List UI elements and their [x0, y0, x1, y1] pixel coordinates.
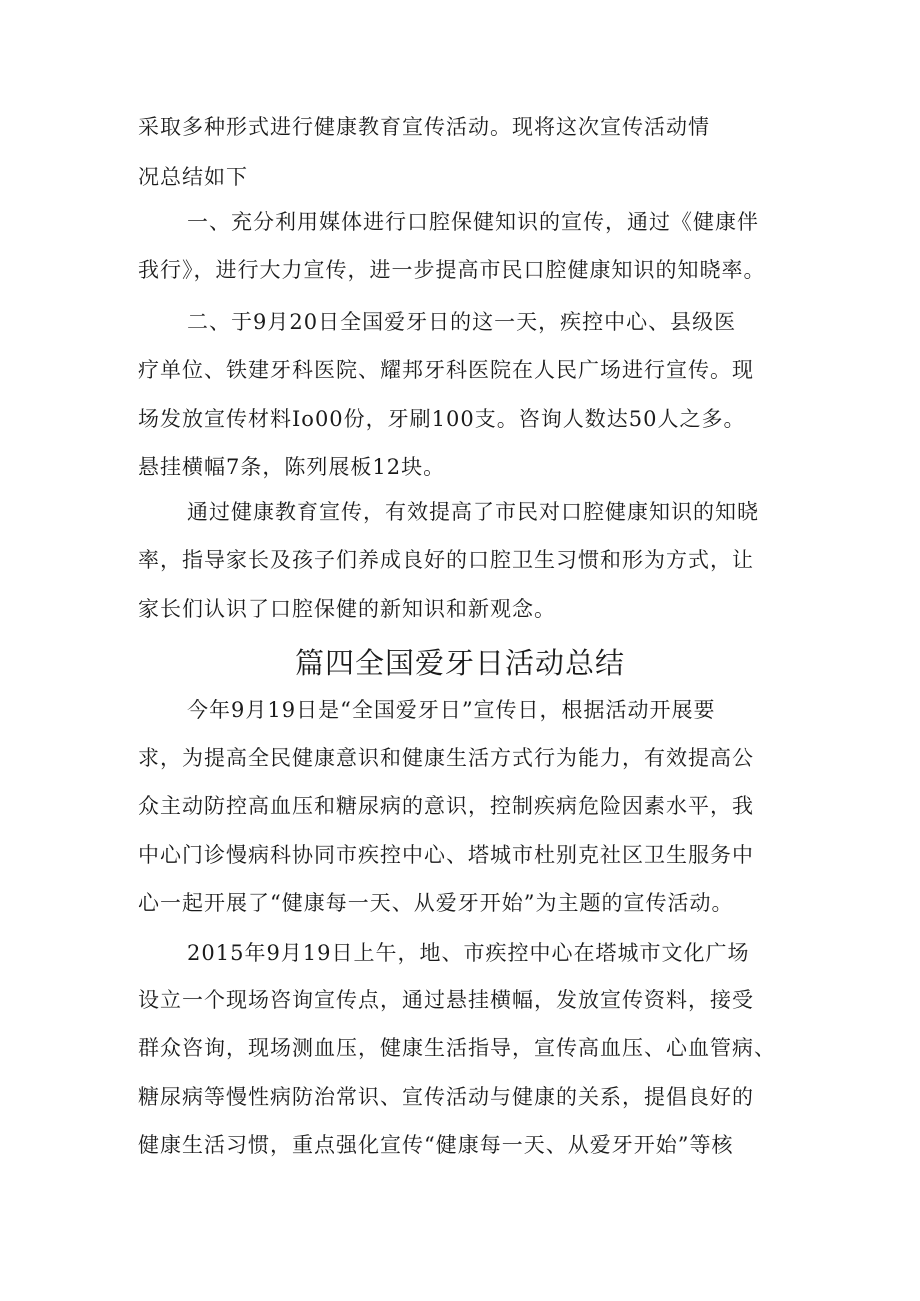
paragraph-first-line: 今年9月19日是“全国爱牙日”宣传日，根据活动开展要 [187, 698, 716, 722]
text-line: 场发放宣传材料Io00份，牙刷100支。咨询人数达50人之多。 [138, 407, 746, 431]
paragraph-first-line: 二、于9月20日全国爱牙日的这一天，疾控中心、县级医 [187, 310, 737, 334]
text-line: 设立一个现场咨询宣传点，通过悬挂横幅，发放宣传资料，接受 [138, 988, 754, 1012]
text-line: 健康生活习惯，重点强化宣传“健康每一天、从爱牙开始”等核 [138, 1133, 734, 1157]
text-line: 况总结如下 [138, 165, 248, 189]
text-line: 心一起开展了“健康每一天、从爱牙开始”为主题的宣传活动。 [138, 891, 734, 915]
text-line: 率，指导家长及孩子们养成良好的口腔卫生习惯和形为方式，让 [138, 548, 754, 572]
paragraph-first-line: 2015年9月19日上午，地、市疾控中心在塔城市文化广场 [187, 941, 750, 965]
text-line: 求，为提高全民健康意识和健康生活方式行为能力，有效提高公 [138, 746, 754, 770]
text-line: 众主动防控高血压和糖尿病的意识，控制疾病危险因素水平，我 [138, 794, 754, 818]
text-line: 我行》，进行大力宣传，进一步提高市民口腔健康知识的知晓率。 [138, 258, 766, 282]
text-line: 家长们认识了口腔保健的新知识和新观念。 [138, 597, 556, 621]
text-line: 群众咨询，现场测血压，健康生活指导，宣传高血压、心血管病、 [138, 1036, 776, 1060]
text-line: 疗单位、铁建牙科医院、耀邦牙科医院在人民广场进行宣传。现 [138, 358, 754, 382]
text-line: 糖尿病等慢性病防治常识、宣传活动与健康的关系，提倡良好的 [138, 1085, 754, 1109]
text-line: 悬挂横幅7条，陈列展板12块。 [138, 455, 446, 479]
paragraph-first-line: 通过健康教育宣传，有效提高了市民对口腔健康知识的知晓 [187, 500, 759, 524]
section-title: 篇四全国爱牙日活动总结 [294, 646, 625, 680]
paragraph-first-line: 一、充分利用媒体进行口腔保健知识的宣传，通过《健康伴 [187, 210, 759, 234]
text-line: 中心门诊慢病科协同市疾控中心、塔城市杜别克社区卫生服务中 [138, 843, 754, 867]
text-line: 采取多种形式进行健康教育宣传活动。现将这次宣传活动情 [138, 115, 710, 139]
